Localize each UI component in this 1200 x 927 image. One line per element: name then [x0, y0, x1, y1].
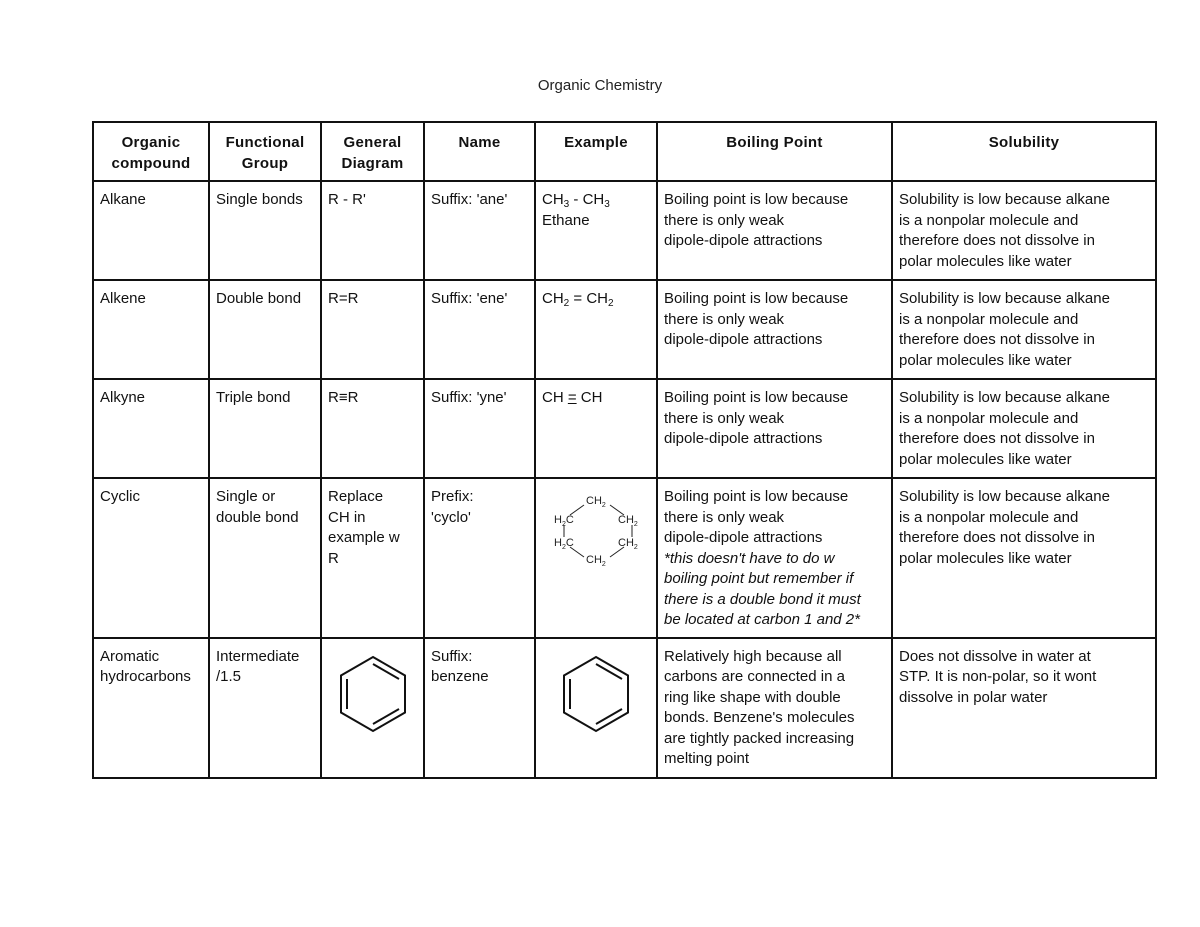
header-name: Name	[424, 122, 535, 181]
ring-label-bottom: $CH_2$	[586, 554, 606, 567]
ring-label-lower-right: $CH_2$	[618, 537, 638, 551]
page-title: Organic Chemistry	[537, 77, 663, 94]
ring-label-lower-left: $H_2C$	[554, 537, 574, 551]
table-row	[93, 280, 1156, 379]
diagram-cell	[321, 638, 424, 778]
ring-label-upper-right: $CH_2$	[618, 514, 638, 528]
boiling-cell: Boiling point is low because there is only weak dipole-dipole attractions	[657, 379, 892, 478]
header-solubility: Solubility	[892, 122, 1156, 181]
header-organic-compound: Organic compound	[93, 122, 209, 181]
example-cell: $CH_2 = CH_2$	[535, 280, 657, 379]
name-cell: Suffix: 'ane'	[424, 181, 535, 280]
group-cell: Double bond	[209, 280, 321, 379]
name-cell: Suffix: benzene	[424, 638, 535, 778]
compound-cell: Alkane	[93, 181, 209, 280]
compound-cell: Cyclic	[93, 478, 209, 638]
header-boiling-point: Boiling Point	[657, 122, 892, 181]
table-row	[93, 379, 1156, 478]
solubility-cell: Solubility is low because alkane is a nonpolar molecule and therefore does not dissolve in polar molecules like water	[892, 379, 1156, 478]
header-general-diagram: General Diagram	[321, 122, 424, 181]
group-cell: Triple bond	[209, 379, 321, 478]
ring-label-top: $CH_2$	[586, 495, 606, 509]
boiling-cell: Boiling point is low because there is only weak dipole-dipole attractions	[657, 280, 892, 379]
solubility-cell: Solubility is low because alkane is a nonpolar molecule and therefore does not dissolve in polar molecules like water	[892, 181, 1156, 280]
header-functional-group: Functional Group	[209, 122, 321, 181]
solubility-cell: Does not dissolve in water at STP. It is non-polar, so it wont dissolve in polar water	[892, 638, 1156, 778]
benzene-ring-icon	[338, 655, 408, 735]
header-example: Example	[535, 122, 657, 181]
example-cell	[535, 638, 657, 778]
group-cell: Intermediate /1.5	[209, 638, 321, 778]
name-cell: Suffix: 'ene'	[424, 280, 535, 379]
benzene-ring-icon	[561, 655, 631, 735]
group-cell: Single or double bond	[209, 478, 321, 638]
diagram-cell: R=R	[321, 280, 424, 379]
name-cell: Suffix: 'yne'	[424, 379, 535, 478]
name-cell: Prefix: 'cyclo'	[424, 478, 535, 638]
cyclohexane-structure	[538, 487, 654, 567]
table-row	[93, 478, 1156, 638]
compound-cell: Alkene	[93, 280, 209, 379]
boiling-cell: Boiling point is low because there is only weak dipole-dipole attractions *this doesn't have to do w boiling point but remember if there is a double bond it must be located at carbon 1 and 2*	[657, 478, 892, 638]
ring-label-upper-left: $H_2C$	[554, 514, 574, 528]
example-cell: CH = CH	[535, 379, 657, 478]
diagram-cell: R≡R	[321, 379, 424, 478]
compound-cell: Alkyne	[93, 379, 209, 478]
diagram-cell: Replace CH in example w R	[321, 478, 424, 638]
solubility-cell: Solubility is low because alkane is a nonpolar molecule and therefore does not dissolve in polar molecules like water	[892, 280, 1156, 379]
organic-chemistry-table	[92, 121, 1157, 779]
diagram-cell: R - R'	[321, 181, 424, 280]
boiling-cell: Relatively high because all carbons are connected in a ring like shape with double bonds. Benzene's molecules are tightly packed increasing melting point	[657, 638, 892, 778]
table-row	[93, 181, 1156, 280]
group-cell: Single bonds	[209, 181, 321, 280]
boiling-cell: Boiling point is low because there is only weak dipole-dipole attractions	[657, 181, 892, 280]
solubility-cell: Solubility is low because alkane is a nonpolar molecule and therefore does not dissolve in polar molecules like water	[892, 478, 1156, 638]
example-cell	[535, 478, 657, 638]
compound-cell: Aromatic hydrocarbons	[93, 638, 209, 778]
header-row	[93, 122, 1156, 181]
table-row	[93, 638, 1156, 778]
example-cell: $CH_3 - CH_3$ Ethane	[535, 181, 657, 280]
